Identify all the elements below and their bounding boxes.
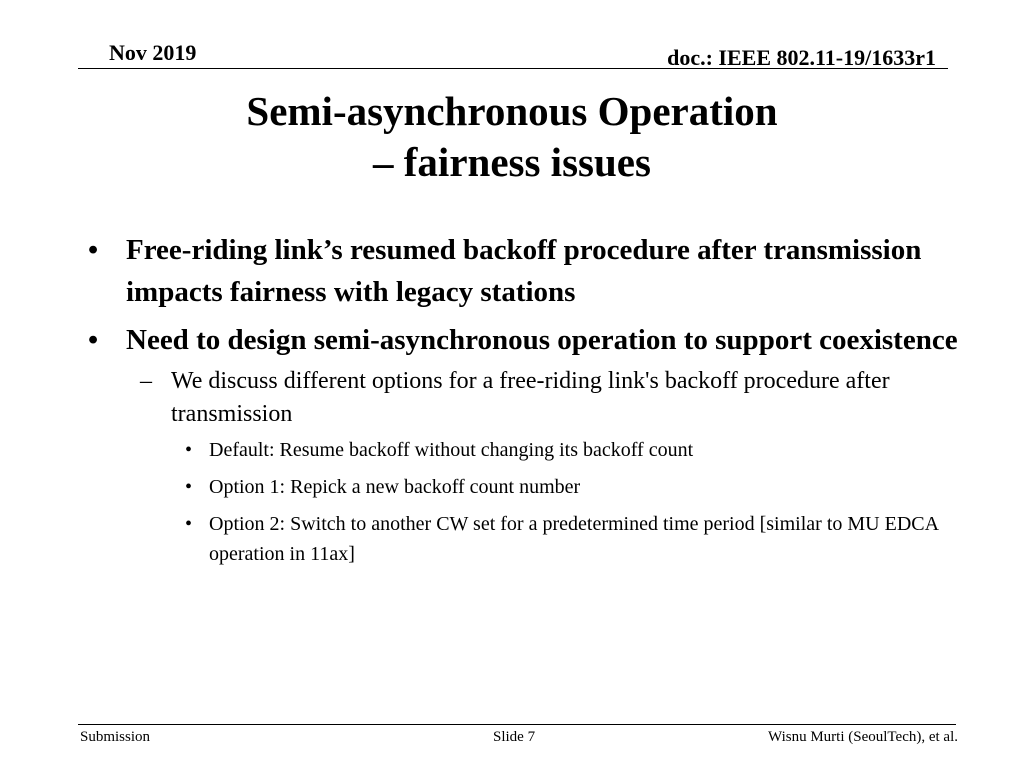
header-doc-id: doc.: IEEE 802.11-19/1633r1 — [667, 45, 936, 70]
sub-sub-bullet-item — [88, 509, 968, 569]
bullet-marker: • — [185, 476, 193, 498]
sub-sub-bullet-text: Option 1: Repick a new backoff count number — [209, 476, 581, 498]
dash-marker: – — [140, 368, 152, 394]
bullet-marker: • — [185, 439, 193, 461]
bullet-item — [88, 319, 968, 361]
footer-author: Wisnu Murti (SeoulTech), et al. — [768, 729, 958, 745]
header-divider — [78, 68, 948, 69]
sub-sub-bullet-item — [88, 472, 968, 502]
sub-bullet-text: We discuss different options for a free-riding link's backoff procedure after transmission — [171, 368, 890, 427]
footer-submission: Submission — [80, 729, 151, 745]
slide-title — [0, 86, 1024, 188]
slide-title-line-1: Semi-asynchronous Operation — [246, 88, 778, 134]
sub-sub-bullet-text: Option 2: Switch to another CW set for a predetermined time period [similar to MU EDCA operation in 11ax] — [209, 513, 938, 565]
slide-title-line-2: – fairness issues — [373, 139, 651, 185]
sub-sub-bullet-item — [88, 435, 968, 465]
slide-body — [88, 229, 968, 576]
bullet-text: Free-riding link’s resumed backoff procedure after transmission impacts fairness with legacy stations — [126, 234, 922, 308]
bullet-item — [88, 229, 968, 313]
bullet-marker: • — [88, 234, 99, 266]
bullet-marker: • — [88, 324, 99, 356]
bullet-text: Need to design semi-asynchronous operation to support coexistence — [126, 324, 958, 356]
header-date: Nov 2019 — [109, 40, 197, 65]
footer-divider — [78, 724, 956, 725]
footer-slide-number: Slide 7 — [493, 729, 536, 745]
sub-sub-bullet-text: Default: Resume backoff without changing its backoff count — [209, 439, 694, 461]
bullet-marker: • — [185, 513, 193, 535]
sub-bullet-item — [88, 365, 968, 431]
